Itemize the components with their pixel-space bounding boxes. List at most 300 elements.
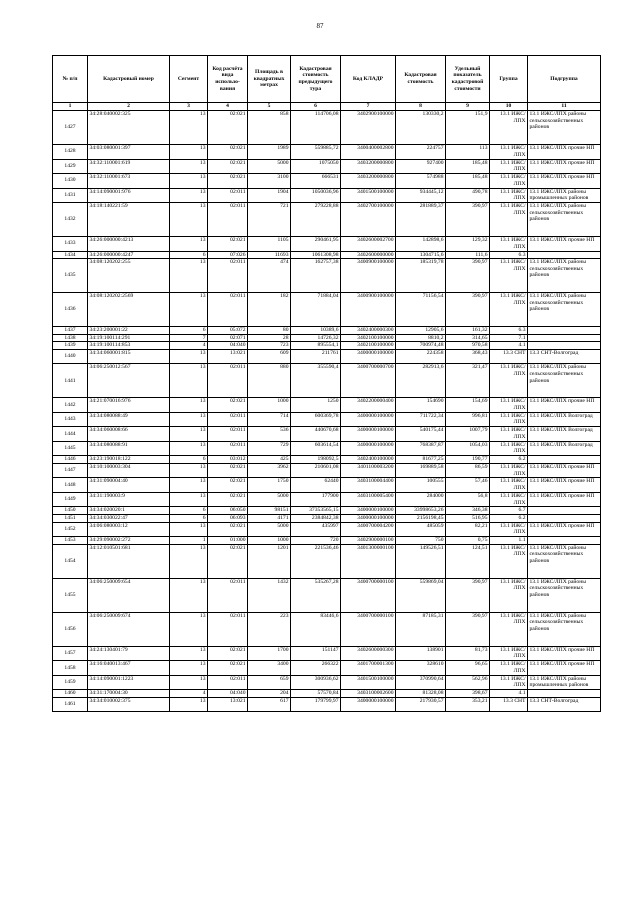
table-cell: 3402400000300 — [341, 327, 396, 335]
table-cell: 34:34:030022:47 — [88, 515, 170, 523]
table-cell: 13.1 ИЖС/ЛПХ — [490, 492, 528, 507]
table-cell: 8810,2 — [396, 334, 446, 342]
table-row — [53, 492, 601, 507]
table-cell: 06:050 — [208, 507, 248, 515]
table-cell: 1459 — [53, 675, 88, 690]
table-cell: 6 — [170, 515, 208, 523]
table-cell: 33998653,26 — [396, 507, 446, 515]
table-cell: 13.3 СНТ-Волгоград — [528, 697, 601, 712]
column-header: Код КЛАДР — [341, 56, 396, 103]
table-cell: 13 — [170, 612, 208, 646]
table-cell: 71156,54 — [396, 293, 446, 327]
table-cell: 300936,62 — [291, 675, 341, 690]
table-cell: 161,32 — [446, 327, 490, 335]
table-cell: 13.1 ИЖС/ЛПХ районы сельскохозяйственных районов — [528, 578, 601, 612]
column-number: 9 — [446, 103, 490, 111]
table-cell: 02:011 — [208, 364, 248, 398]
table-cell: 190,77 — [446, 456, 490, 464]
table-cell: 700974,48 — [396, 342, 446, 350]
table-cell: 1433 — [53, 237, 88, 252]
table-cell: 13.3 СНТ — [490, 697, 528, 712]
table-cell: 162757,38 — [291, 259, 341, 293]
table-cell: 204 — [248, 690, 291, 698]
table-cell: 1050036,96 — [291, 188, 341, 203]
table-cell: 3400000100000 — [341, 349, 396, 364]
table-cell: 13 — [170, 478, 208, 493]
table-row — [53, 259, 601, 293]
table-cell — [528, 342, 601, 350]
table-cell: 1061308,98 — [291, 251, 341, 259]
table-cell: 1054,03 — [446, 441, 490, 456]
table-row — [53, 364, 601, 398]
table-cell: 185319,78 — [396, 259, 446, 293]
table-cell: 3400000100000 — [341, 412, 396, 427]
table-cell: 13.1 ИЖС/ЛПХ районы сельскохозяйственных районов — [528, 293, 601, 327]
table-cell: 13.1 ИЖС/ЛПХ прочие НП — [528, 237, 601, 252]
table-cell: 536 — [248, 427, 291, 442]
table-cell: 1434 — [53, 251, 88, 259]
table-cell: 13.1 ИЖС/ЛПХ районы сельскохозяйственных районов — [528, 111, 601, 145]
table-cell: 02:021 — [208, 522, 248, 537]
table-cell: 34:16:040013:467 — [88, 661, 170, 676]
table-cell: 34:23:190018:122 — [88, 456, 170, 464]
column-number: 4 — [208, 103, 248, 111]
table-cell: 34:34:080088:49 — [88, 412, 170, 427]
table-cell: 13.3 СНТ — [490, 349, 528, 364]
table-row — [53, 537, 601, 545]
table-cell: 3401700001300 — [341, 661, 396, 676]
table-cell: 3402600000000 — [341, 251, 396, 259]
table-cell: 98151 — [248, 507, 291, 515]
table-cell: 71884,04 — [291, 293, 341, 327]
table-cell: 13 — [170, 203, 208, 237]
table-cell: 34:08:120202:255 — [88, 259, 170, 293]
table-cell: 07:026 — [208, 251, 248, 259]
table-cell: 714 — [248, 412, 291, 427]
table-cell: 3402100100000 — [341, 334, 396, 342]
table-cell: 13 — [170, 349, 208, 364]
table-cell: 858 — [248, 111, 291, 145]
table-cell: 3400 — [248, 661, 291, 676]
table-cell: 1250 — [291, 398, 341, 413]
table-cell: 723 — [248, 342, 291, 350]
table-cell: 3400000100000 — [341, 697, 396, 712]
table-cell: 34:34:020020:1 — [88, 507, 170, 515]
table-cell: 34:14:090001:976 — [88, 188, 170, 203]
table-cell: 1441 — [53, 364, 88, 398]
table-cell: 390,97 — [446, 259, 490, 293]
table-cell: 711722,34 — [396, 412, 446, 427]
table-cell: 1436 — [53, 293, 88, 327]
table-cell: 1448 — [53, 478, 88, 493]
table-row — [53, 507, 601, 515]
table-cell: 355590,4 — [291, 364, 341, 398]
table-cell: 34:26:000000:4247 — [88, 251, 170, 259]
column-header: Кадастровая стоимость предыдущего тура — [291, 56, 341, 103]
table-cell: 3402100100000 — [341, 342, 396, 350]
table-cell: 13 — [170, 237, 208, 252]
table-cell: 05:072 — [208, 327, 248, 335]
table-cell: 34:34:060001:815 — [88, 349, 170, 364]
table-cell: 3400000100000 — [341, 441, 396, 456]
table-cell: 5000 — [248, 492, 291, 507]
table-cell: 3401500100000 — [341, 188, 396, 203]
table-cell: 34:06:080003:12 — [88, 522, 170, 537]
table-cell: 13.1 ИЖС/ЛПХ — [490, 237, 528, 252]
table-cell: 4 — [170, 342, 208, 350]
table-row — [53, 174, 601, 189]
table-cell: 1432 — [248, 578, 291, 612]
table-cell: 13.1 ИЖС/ЛПХ — [490, 259, 528, 293]
table-cell: 3403200000800 — [341, 159, 396, 174]
table-cell: 609 — [248, 349, 291, 364]
table-cell: 3400700004200 — [341, 522, 396, 537]
table-cell — [528, 515, 601, 523]
table-row — [53, 327, 601, 335]
table-cell: 87185,31 — [396, 612, 446, 646]
table-cell: 86,59 — [446, 463, 490, 478]
table-cell: 1450 — [53, 507, 88, 515]
table-cell: 1456 — [53, 612, 88, 646]
table-cell: 559885,72 — [291, 145, 341, 160]
table-cell: 56,8 — [446, 492, 490, 507]
table-cell: 185,48 — [446, 159, 490, 174]
table-cell: 321,47 — [446, 364, 490, 398]
table-row — [53, 463, 601, 478]
table-cell: 02:021 — [208, 646, 248, 661]
table-cell: 34:10:100003:304 — [88, 463, 170, 478]
table-cell: 13.1 ИЖС/ЛПХ прочие НП — [528, 661, 601, 676]
table-cell: 13.1 ИЖС/ЛПХ — [490, 675, 528, 690]
column-header: Код расчёта вида использо-вания — [208, 56, 248, 103]
table-cell: 934445,12 — [396, 188, 446, 203]
table-cell: 142898,6 — [396, 237, 446, 252]
table-cell: 13.1 ИЖС/ЛПХ районы промышленных районов — [528, 675, 601, 690]
table-cell: 3401500100000 — [341, 675, 396, 690]
table-cell: 6.2 — [490, 515, 528, 523]
table-cell: 10389,6 — [291, 327, 341, 335]
column-number: 5 — [248, 103, 291, 111]
table-cell: 1989 — [248, 145, 291, 160]
table-cell: 1443 — [53, 412, 88, 427]
table-cell: 13 — [170, 159, 208, 174]
table-cell: 13.1 ИЖС/ЛПХ прочие НП — [528, 492, 601, 507]
table-cell: 96,65 — [446, 661, 490, 676]
table-cell: 927400 — [396, 159, 446, 174]
table-cell: 13.1 ИЖС/ЛПХ прочие НП — [528, 646, 601, 661]
table-cell: 34:31:190003:9 — [88, 492, 170, 507]
table-cell: 28 — [248, 334, 291, 342]
table-cell: 1000 — [248, 398, 291, 413]
table-cell: 114706,08 — [291, 111, 341, 145]
table-cell: 13 — [170, 675, 208, 690]
table-cell: 02:021 — [208, 237, 248, 252]
table-cell: 279228,88 — [291, 203, 341, 237]
table-cell: 34:14:090001:1223 — [88, 675, 170, 690]
table-cell: 34:34:080088:91 — [88, 441, 170, 456]
table-row — [53, 697, 601, 712]
table-cell: 02:011 — [208, 188, 248, 203]
table-cell: 1445 — [53, 441, 88, 456]
table-cell: 1428 — [53, 145, 88, 160]
table-cell: 3400700000100 — [341, 578, 396, 612]
table-cell: 729 — [248, 441, 291, 456]
table-cell: 13.1 ИЖС/ЛПХ — [490, 463, 528, 478]
column-number: 1 — [53, 103, 88, 111]
table-cell: 6.3 — [490, 327, 528, 335]
table-cell: 3402900000100 — [341, 537, 396, 545]
table-cell: 1454 — [53, 544, 88, 578]
table-cell: 3403100005400 — [341, 492, 396, 507]
table-cell — [528, 507, 601, 515]
table-cell: 1 — [170, 537, 208, 545]
table-cell: 3402600002700 — [341, 237, 396, 252]
table-row — [53, 441, 601, 456]
table-cell: 02:021 — [208, 111, 248, 145]
table-cell: 1201 — [248, 544, 291, 578]
table-cell: 6 — [170, 327, 208, 335]
cadastral-table — [52, 55, 601, 712]
table-cell: 34:21:070016:976 — [88, 398, 170, 413]
table-cell: 34:12:010501:681 — [88, 544, 170, 578]
table-cell: 149526,51 — [396, 544, 446, 578]
table-cell: 02:011 — [208, 259, 248, 293]
table-cell: 603614,54 — [291, 441, 341, 456]
table-cell: 57570,84 — [291, 690, 341, 698]
table-cell: 1449 — [53, 492, 88, 507]
table-cell: 1435 — [53, 259, 88, 293]
table-cell: 13 — [170, 174, 208, 189]
table-cell: 224358 — [396, 349, 446, 364]
table-cell: 540175,44 — [396, 427, 446, 442]
table-cell: 62440 — [291, 478, 341, 493]
table-cell: 3400400002800 — [341, 145, 396, 160]
table-cell: 13.1 ИЖС/ЛПХ — [490, 174, 528, 189]
table-cell: 13.1 ИЖС/ЛПХ районы сельскохозяйственных районов — [528, 259, 601, 293]
table-cell: 13.1 ИЖС/ЛПХ — [490, 412, 528, 427]
table-cell: 13.1 ИЖС/ЛПХ — [490, 427, 528, 442]
table-cell: 13 — [170, 293, 208, 327]
table-cell: 124,51 — [446, 544, 490, 578]
table-cell: 328610 — [396, 661, 446, 676]
column-header: Группа — [490, 56, 528, 103]
table-row — [53, 675, 601, 690]
table-cell: 82,21 — [446, 522, 490, 537]
table-cell: 1442 — [53, 398, 88, 413]
table-cell: 368,43 — [446, 349, 490, 364]
table-cell: 4.1 — [490, 690, 528, 698]
table-cell: 1440 — [53, 349, 88, 364]
table-cell: 34:06:250012:567 — [88, 364, 170, 398]
table-cell: 34:19:100114:853 — [88, 342, 170, 350]
table-cell: 151147 — [291, 646, 341, 661]
table-cell: 34:31:090004:40 — [88, 478, 170, 493]
table-cell: 13 — [170, 697, 208, 712]
table-cell: 06:093 — [208, 515, 248, 523]
table-row — [53, 522, 601, 537]
table-cell: 13.1 ИЖС/ЛПХ — [490, 522, 528, 537]
table-cell: 13 — [170, 259, 208, 293]
table-cell: 13.1 ИЖС/ЛПХ районы сельскохозяйственных районов — [528, 612, 601, 646]
table-cell: 13 — [170, 427, 208, 442]
table-cell: 13.1 ИЖС/ЛПХ — [490, 661, 528, 676]
table-cell: 13 — [170, 661, 208, 676]
table-cell: 02:011 — [208, 427, 248, 442]
table-cell: 970,58 — [446, 342, 490, 350]
table-cell: 346,38 — [446, 507, 490, 515]
table-cell: 13.1 ИЖС/ЛПХ — [490, 111, 528, 145]
table-cell: 14726,32 — [291, 334, 341, 342]
table-cell — [528, 334, 601, 342]
table-cell: 02:021 — [208, 174, 248, 189]
table-cell: 02:011 — [208, 675, 248, 690]
table-cell: 13.1 ИЖС/ЛПХ — [490, 159, 528, 174]
table-cell: 12905,6 — [396, 327, 446, 335]
table-cell: 3400000100000 — [341, 507, 396, 515]
table-row — [53, 188, 601, 203]
table-cell: 1457 — [53, 646, 88, 661]
table-row — [53, 203, 601, 237]
table-cell: 617 — [248, 697, 291, 712]
table-cell: 34:06:250009:674 — [88, 612, 170, 646]
table-cell: 3402600000300 — [341, 646, 396, 661]
column-number: 2 — [88, 103, 170, 111]
table-cell: 3400900100000 — [341, 293, 396, 327]
table-cell: 1700 — [248, 646, 291, 661]
column-number: 8 — [396, 103, 446, 111]
table-cell: 490,78 — [446, 188, 490, 203]
table-cell: 13.1 ИЖС/ЛПХ — [490, 188, 528, 203]
table-cell: 1427 — [53, 111, 88, 145]
table-cell: 34:08:120202:2569 — [88, 293, 170, 327]
table-cell: 13 — [170, 398, 208, 413]
table-cell: 750 — [396, 537, 446, 545]
table-cell: 13.1 ИЖС/ЛПХ прочие НП — [528, 145, 601, 160]
table-cell: 13.1 ИЖС/ЛПХ прочие НП — [528, 159, 601, 174]
table-cell: 721 — [248, 203, 291, 237]
table-cell: 4.1 — [490, 342, 528, 350]
column-header: Подгруппа — [528, 56, 601, 103]
table-cell: 1429 — [53, 159, 88, 174]
table-cell: 284000 — [396, 492, 446, 507]
table-cell: 1105 — [248, 237, 291, 252]
table-cell: 6.2 — [490, 456, 528, 464]
column-header: Площадь в квадратных метрах — [248, 56, 291, 103]
table-cell: 221536,46 — [291, 544, 341, 578]
table-cell: 34:03:080001:397 — [88, 145, 170, 160]
table-row — [53, 515, 601, 523]
table-cell: 4 — [170, 690, 208, 698]
table-cell: 13.1 ИЖС/ЛПХ прочие НП — [528, 398, 601, 413]
table-cell: 223 — [248, 612, 291, 646]
table-cell: 210601,08 — [291, 463, 341, 478]
table-cell: 6 — [170, 507, 208, 515]
table-cell: 281889,37 — [396, 203, 446, 237]
table-cell: 02:011 — [208, 578, 248, 612]
table-cell: 169889,58 — [396, 463, 446, 478]
table-cell: 13.1 ИЖС/ЛПХ прочие НП — [528, 463, 601, 478]
table-cell: 574988 — [396, 174, 446, 189]
table-cell: 2156198,45 — [396, 515, 446, 523]
table-cell: 13.1 ИЖС/ЛПХ прочие НП — [528, 478, 601, 493]
table-cell: 217930,57 — [396, 697, 446, 712]
table-cell: 659 — [248, 675, 291, 690]
page-number: 87 — [316, 22, 324, 30]
table-cell: 3100 — [248, 174, 291, 189]
table-cell: 7 — [170, 334, 208, 342]
table-cell: 3962 — [248, 463, 291, 478]
table-cell: 04:040 — [208, 342, 248, 350]
table-cell: 3401100003200 — [341, 463, 396, 478]
table-cell: 13.1 ИЖС/ЛПХ прочие НП — [528, 174, 601, 189]
table-cell: 34:29:090002:272 — [88, 537, 170, 545]
table-cell: 1432 — [53, 203, 88, 237]
table-cell: 154690 — [396, 398, 446, 413]
table-cell: 3400700000100 — [341, 612, 396, 646]
table-cell: 02:011 — [208, 203, 248, 237]
column-header: Сегмент — [170, 56, 208, 103]
table-cell: 02:021 — [208, 478, 248, 493]
table-cell: 768387,87 — [396, 441, 446, 456]
table-row — [53, 544, 601, 578]
table-cell: 11693 — [248, 251, 291, 259]
table-cell: 13 — [170, 188, 208, 203]
table-cell: 6 — [170, 456, 208, 464]
table-row — [53, 111, 601, 145]
table-cell: 3401300000100 — [341, 544, 396, 578]
table-cell: 13.1 ИЖС/ЛПХ Волгоград — [528, 412, 601, 427]
table-cell: 13 — [170, 578, 208, 612]
table-cell: 02:021 — [208, 159, 248, 174]
table-cell: 600369,78 — [291, 412, 341, 427]
table-cell: 1437 — [53, 327, 88, 335]
table-cell: 80 — [248, 327, 291, 335]
table-row — [53, 427, 601, 442]
table-cell: 535267,28 — [291, 578, 341, 612]
table-row — [53, 293, 601, 327]
table-cell — [528, 251, 601, 259]
table-cell: 1460 — [53, 690, 88, 698]
table-cell: 13.1 ИЖС/ЛПХ — [490, 398, 528, 413]
table-cell: 1438 — [53, 334, 88, 342]
table-cell: 895554,1 — [291, 342, 341, 350]
table-cell: 1452 — [53, 522, 88, 537]
column-number: 11 — [528, 103, 601, 111]
column-header: Кадастровый номер — [88, 56, 170, 103]
table-cell: 266322 — [291, 661, 341, 676]
table-cell: 130330,2 — [396, 111, 446, 145]
table-cell: 83446,6 — [291, 612, 341, 646]
table-cell: 13.1 ИЖС/ЛПХ — [490, 578, 528, 612]
table-cell: 562,96 — [446, 675, 490, 690]
table-cell: 34:31:170004:30 — [88, 690, 170, 698]
table-cell: 6.3 — [490, 251, 528, 259]
table-row — [53, 690, 601, 698]
table-cell: 3402200000400 — [341, 398, 396, 413]
table-cell: 996,81 — [446, 412, 490, 427]
table-cell: 13.1 ИЖС/ЛПХ — [490, 478, 528, 493]
table-cell: 129,32 — [446, 237, 490, 252]
table-cell: 185,48 — [446, 174, 490, 189]
table-cell: 1446 — [53, 456, 88, 464]
table-cell: 177900 — [291, 492, 341, 507]
table-cell: 516,95 — [446, 515, 490, 523]
column-number: 7 — [341, 103, 396, 111]
table-cell: 02:021 — [208, 398, 248, 413]
table-cell: 02:021 — [208, 544, 248, 578]
table-cell: 02:071 — [208, 334, 248, 342]
table-cell: 138901 — [396, 646, 446, 661]
